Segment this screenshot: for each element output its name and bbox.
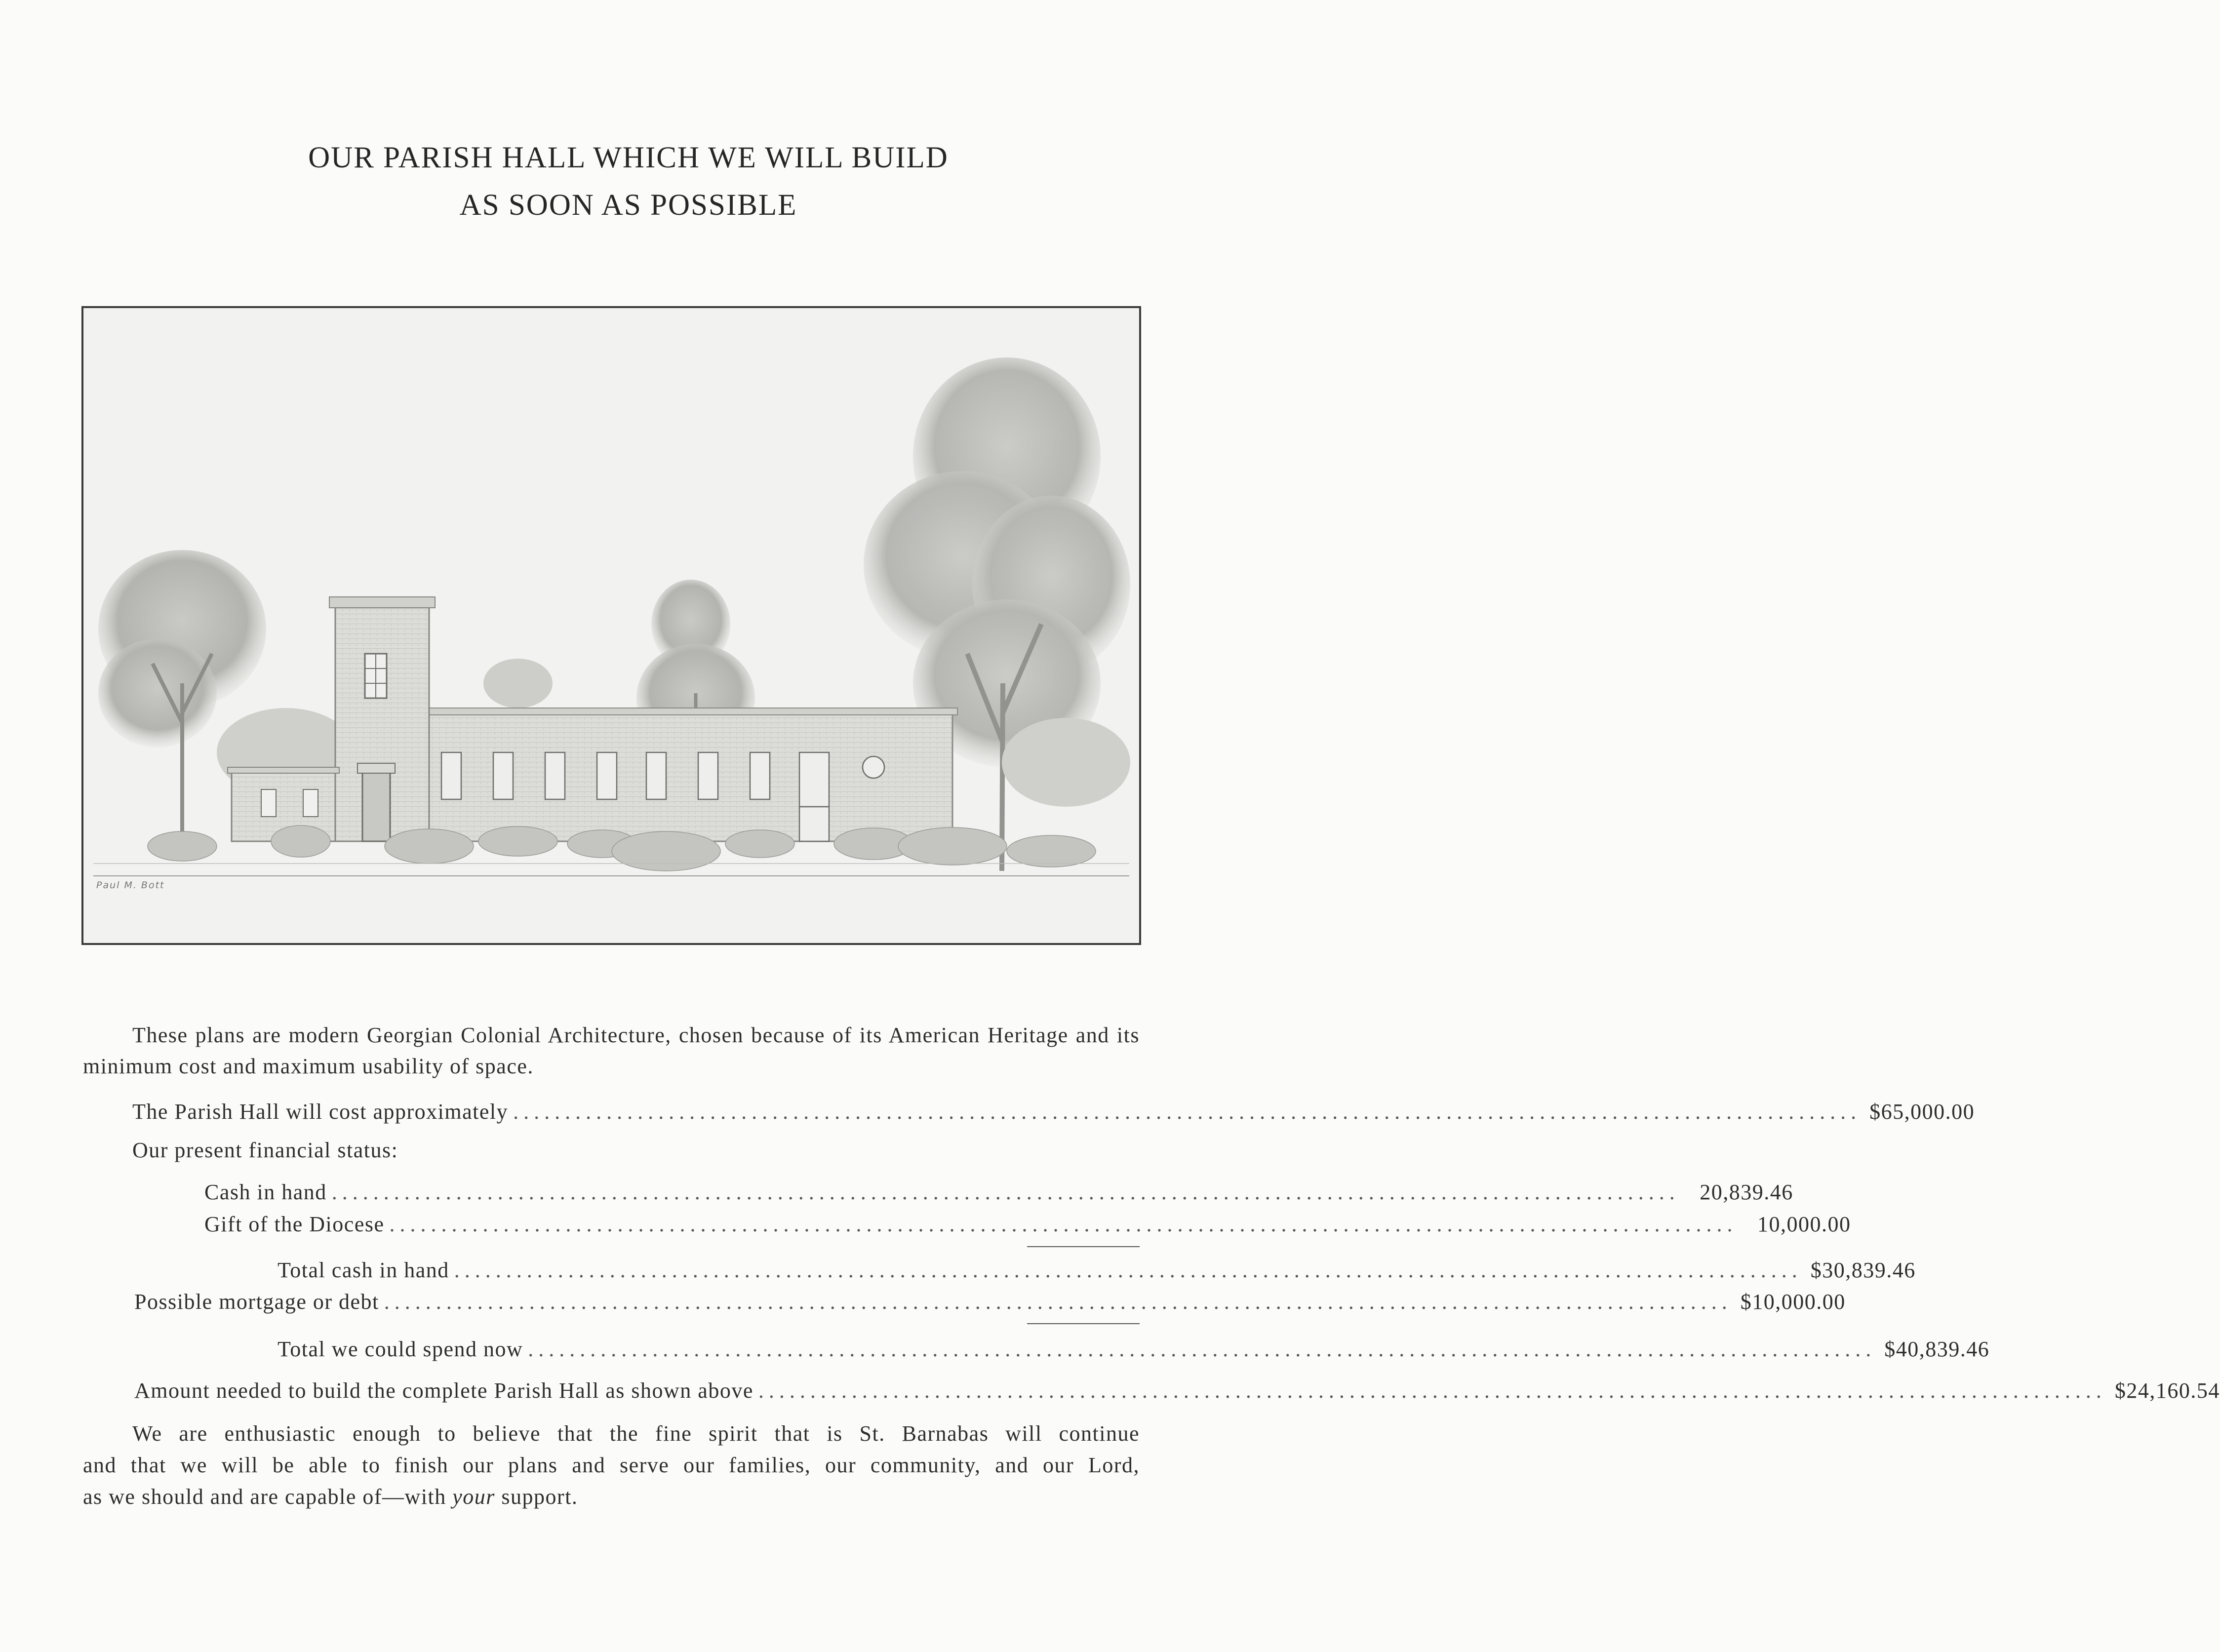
page-title xyxy=(0,134,1257,229)
intro-paragraph xyxy=(83,1020,1140,1082)
status-heading: Our present financial status: xyxy=(132,1138,398,1162)
total-spend-label: Total we could spend now xyxy=(278,1337,523,1361)
diocese-gift-label: Gift of the Diocese xyxy=(204,1212,385,1236)
closing-line-1: We are enthusiastic enough to believe that the fine spirit that is St. Barnabas will continue xyxy=(132,1421,1140,1446)
diocese-gift-row xyxy=(204,1210,1851,1239)
leader-dots: .................................................................................................................................. xyxy=(758,1378,2106,1403)
subtotal-rule xyxy=(1027,1246,1140,1247)
cash-in-hand-amount: 20,839.46 xyxy=(1700,1180,1793,1204)
diocese-gift-amount: 10,000.00 xyxy=(1757,1212,1851,1236)
total-spend-row xyxy=(278,1335,1990,1364)
closing-line-3-start: as we should and are capable of—with xyxy=(83,1485,453,1509)
amount-needed-label: Amount needed to build the complete Parish Hall as shown above xyxy=(134,1378,753,1403)
total-rule xyxy=(1027,1323,1140,1324)
building-sketch xyxy=(83,308,1139,943)
parish-hall-illustration xyxy=(81,306,1141,945)
leader-dots: .................................................................................................................................. xyxy=(513,1100,1862,1124)
cost-label: The Parish Hall will cost approximately xyxy=(132,1100,509,1124)
leader-dots: .................................................................................................................................. xyxy=(331,1180,1680,1204)
closing-line-3 xyxy=(83,1481,1140,1513)
mortgage-row xyxy=(134,1287,1846,1317)
cash-in-hand-label: Cash in hand xyxy=(204,1180,327,1204)
total-cash-amount: $30,839.46 xyxy=(1810,1258,1916,1282)
intro-text: These plans are modern Georgian Colonial Architecture, chosen because of its American Heritage and its minimum cost and maximum usability of space. xyxy=(83,1023,1140,1078)
cost-row xyxy=(132,1097,1975,1127)
amount-needed-amount: $24,160.54 xyxy=(2114,1378,2220,1403)
title-line-2: AS SOON AS POSSIBLE xyxy=(459,189,797,222)
leader-dots: .................................................................................................................................. xyxy=(384,1290,1732,1314)
closing-line-2: and that we will be able to finish our plans and serve our families, our community, and our Lord, xyxy=(83,1453,1140,1477)
amount-needed-row xyxy=(134,1376,2220,1406)
cash-in-hand-row xyxy=(204,1178,1793,1207)
mortgage-amount: $10,000.00 xyxy=(1740,1290,1846,1314)
mortgage-label: Possible mortgage or debt xyxy=(134,1290,379,1314)
total-spend-amount: $40,839.46 xyxy=(1884,1337,1990,1361)
artist-signature: Paul M. Bott xyxy=(96,880,165,891)
cost-amount: $65,000.00 xyxy=(1869,1100,1975,1124)
closing-line-3-end: support. xyxy=(495,1485,578,1509)
leader-dots: .................................................................................................................................. xyxy=(454,1258,1802,1282)
leader-dots: .................................................................................................................................. xyxy=(389,1212,1738,1236)
title-line-1: OUR PARISH HALL WHICH WE WILL BUILD xyxy=(308,141,949,174)
leader-dots: .................................................................................................................................. xyxy=(528,1337,1876,1361)
total-cash-row xyxy=(278,1256,1916,1285)
total-cash-label: Total cash in hand xyxy=(278,1258,449,1282)
closing-emphasis: your xyxy=(452,1485,495,1509)
closing-paragraph xyxy=(83,1418,1140,1513)
